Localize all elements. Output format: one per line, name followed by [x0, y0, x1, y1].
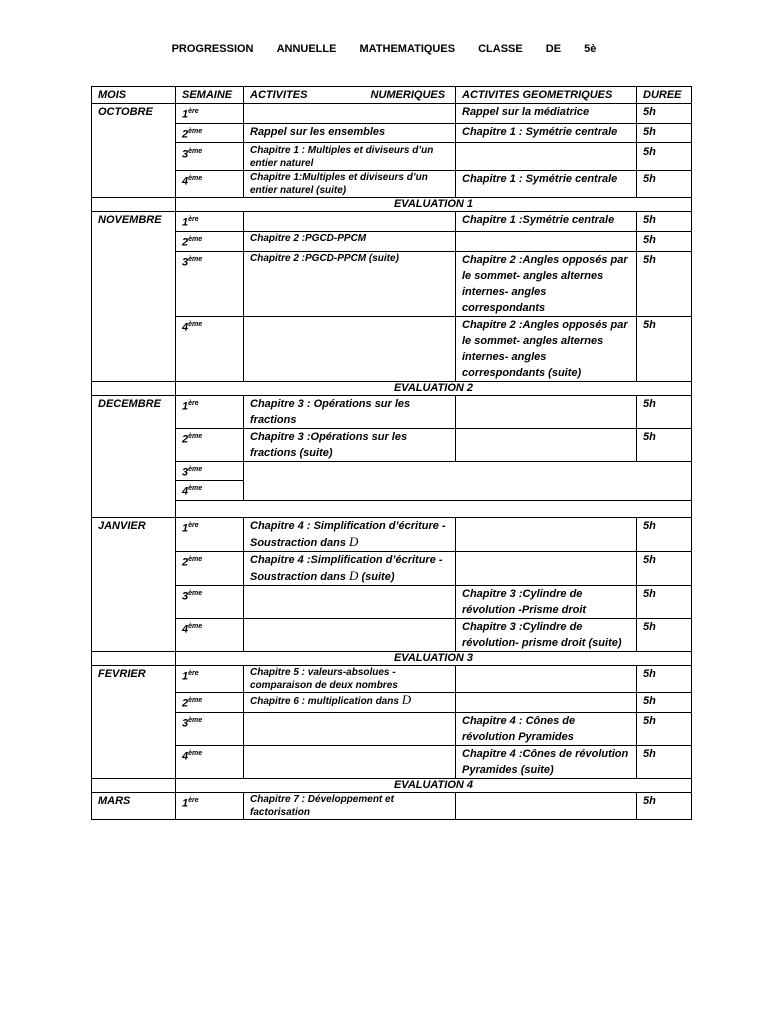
- table-row: [92, 428, 692, 461]
- week-cell: 1ère: [176, 517, 244, 551]
- week-cell: 3ème: [176, 461, 244, 481]
- duration-cell: 5h: [637, 212, 692, 232]
- week-cell: 4ème: [176, 618, 244, 651]
- table-row: [92, 461, 692, 481]
- table-row: [92, 792, 692, 819]
- spacer-cell: [92, 381, 176, 395]
- geometric-activity-cell: [456, 551, 637, 585]
- week-cell: 2ème: [176, 692, 244, 712]
- title-word: 5è: [584, 43, 597, 55]
- header-activites-numeriques: ACTIVITES NUMERIQUES: [244, 87, 456, 104]
- table-row: [92, 251, 692, 316]
- duration-cell: 5h: [637, 104, 692, 124]
- empty-row-cell: [176, 500, 692, 517]
- spacer-row: [92, 500, 692, 517]
- duration-cell: 5h: [637, 316, 692, 381]
- geometric-activity-cell: Rappel sur la médiatrice: [456, 104, 637, 124]
- duration-cell: 5h: [637, 585, 692, 618]
- duration-cell: 5h: [637, 143, 692, 171]
- geometric-activity-cell: Chapitre 1 : Symétrie centrale: [456, 123, 637, 143]
- table-row: [92, 212, 692, 232]
- geometric-activity-cell: [456, 517, 637, 551]
- geometric-activity-cell: Chapitre 2 :Angles opposés par le sommet- angles alternes internes- angles correspondants: [456, 251, 637, 316]
- header-mois: MOIS: [92, 87, 176, 104]
- geometric-activity-cell: Chapitre 4 : Cônes de révolution Pyramides: [456, 712, 637, 745]
- geometric-activity-cell: [456, 792, 637, 819]
- table-row: [92, 517, 692, 551]
- month-cell: FEVRIER: [92, 665, 176, 778]
- duration-cell: 5h: [637, 231, 692, 251]
- duration-cell: 5h: [637, 517, 692, 551]
- geometric-activity-cell: Chapitre 3 :Cylindre de révolution- prisme droit (suite): [456, 618, 637, 651]
- week-cell: 2ème: [176, 551, 244, 585]
- title-word: ANNUELLE: [276, 43, 337, 55]
- month-cell: JANVIER: [92, 517, 176, 651]
- table-row: [92, 585, 692, 618]
- spacer-cell: [92, 198, 176, 212]
- numeric-activity-cell: [244, 618, 456, 651]
- duration-cell: 5h: [637, 395, 692, 428]
- week-cell: 3ème: [176, 143, 244, 171]
- geometric-activity-cell: Chapitre 3 :Cylindre de révolution -Prisme droit: [456, 585, 637, 618]
- numeric-activity-cell: [244, 316, 456, 381]
- duration-cell: 5h: [637, 692, 692, 712]
- geometric-activity-cell: Chapitre 2 :Angles opposés par le sommet- angles alternes internes- angles correspondants (suite): [456, 316, 637, 381]
- numeric-activity-cell: Chapitre 2 :PGCD-PPCM (suite): [244, 251, 456, 316]
- numeric-activity-cell: Chapitre 4 : Simplification d’écriture -Soustraction dans D: [244, 517, 456, 551]
- month-cell: DECEMBRE: [92, 395, 176, 500]
- month-cell: OCTOBRE: [92, 104, 176, 198]
- week-cell: 1ère: [176, 395, 244, 428]
- week-cell: 3ème: [176, 251, 244, 316]
- evaluation-label: EVALUATION 3: [176, 651, 692, 665]
- week-cell: 1ère: [176, 665, 244, 692]
- geometric-activity-cell: [456, 428, 637, 461]
- duration-cell: 5h: [637, 123, 692, 143]
- title-word: MATHEMATIQUES: [359, 43, 456, 55]
- month-cell: NOVEMBRE: [92, 212, 176, 381]
- numeric-activity-cell: Chapitre 3 : Opérations sur les fractions: [244, 395, 456, 428]
- table-row: [92, 665, 692, 692]
- header-activites-geometriques: ACTIVITES GEOMETRIQUES: [456, 87, 637, 104]
- numeric-activity-cell: [244, 712, 456, 745]
- geometric-activity-cell: Chapitre 1 : Symétrie centrale: [456, 171, 637, 198]
- table-row: [92, 692, 692, 712]
- table-row: [92, 745, 692, 778]
- numeric-activity-cell: Chapitre 1 : Multiples et diviseurs d’un entier naturel: [244, 143, 456, 171]
- spacer-cell: [92, 778, 176, 792]
- numeric-activity-cell: Chapitre 6 : multiplication dans D: [244, 692, 456, 712]
- week-cell: 2ème: [176, 428, 244, 461]
- document-title: [0, 43, 768, 55]
- evaluation-label: EVALUATION 2: [176, 381, 692, 395]
- duration-cell: 5h: [637, 171, 692, 198]
- month-cell: MARS: [92, 792, 176, 819]
- empty-merged-cell: [244, 461, 692, 500]
- geometric-activity-cell: [456, 395, 637, 428]
- evaluation-row: [92, 198, 692, 212]
- numeric-activity-cell: Chapitre 7 : Développement et factorisation: [244, 792, 456, 819]
- table-row: [92, 171, 692, 198]
- header-row: [92, 87, 692, 104]
- week-cell: 2ème: [176, 231, 244, 251]
- numeric-activity-cell: Chapitre 3 :Opérations sur les fractions (suite): [244, 428, 456, 461]
- duration-cell: 5h: [637, 428, 692, 461]
- geometric-activity-cell: [456, 665, 637, 692]
- week-cell: 4ème: [176, 316, 244, 381]
- week-cell: 3ème: [176, 585, 244, 618]
- numeric-activity-cell: Chapitre 5 : valeurs-absolues - comparaison de deux nombres: [244, 665, 456, 692]
- numeric-activity-cell: [244, 104, 456, 124]
- evaluation-row: [92, 778, 692, 792]
- geometric-activity-cell: [456, 692, 637, 712]
- evaluation-row: [92, 651, 692, 665]
- numeric-activity-cell: Rappel sur les ensembles: [244, 123, 456, 143]
- header-semaine: SEMAINE: [176, 87, 244, 104]
- evaluation-row: [92, 381, 692, 395]
- header-duree: DUREE: [637, 87, 692, 104]
- title-word: DE: [545, 43, 562, 55]
- duration-cell: 5h: [637, 712, 692, 745]
- table-row: [92, 123, 692, 143]
- numeric-activity-cell: [244, 745, 456, 778]
- numeric-activity-cell: Chapitre 1:Multiples et diviseurs d’un entier naturel (suite): [244, 171, 456, 198]
- spacer-cell: [92, 500, 176, 517]
- title-word: CLASSE: [478, 43, 523, 55]
- progression-table: [91, 86, 692, 820]
- numeric-activity-cell: [244, 585, 456, 618]
- table-row: [92, 551, 692, 585]
- duration-cell: 5h: [637, 618, 692, 651]
- week-cell: 4ème: [176, 171, 244, 198]
- numeric-activity-cell: Chapitre 2 :PGCD-PPCM: [244, 231, 456, 251]
- geometric-activity-cell: [456, 231, 637, 251]
- table-row: [92, 395, 692, 428]
- duration-cell: 5h: [637, 251, 692, 316]
- week-cell: 1ère: [176, 212, 244, 232]
- week-cell: 4ème: [176, 745, 244, 778]
- numeric-activity-cell: [244, 212, 456, 232]
- week-cell: 3ème: [176, 712, 244, 745]
- week-cell: 1ère: [176, 104, 244, 124]
- duration-cell: 5h: [637, 551, 692, 585]
- geometric-activity-cell: [456, 143, 637, 171]
- table-row: [92, 618, 692, 651]
- table-row: [92, 231, 692, 251]
- week-cell: 1ère: [176, 792, 244, 819]
- title-word: PROGRESSION: [171, 43, 254, 55]
- duration-cell: 5h: [637, 665, 692, 692]
- table-row: [92, 712, 692, 745]
- geometric-activity-cell: Chapitre 1 :Symétrie centrale: [456, 212, 637, 232]
- evaluation-label: EVALUATION 1: [176, 198, 692, 212]
- geometric-activity-cell: Chapitre 4 :Cônes de révolution Pyramides (suite): [456, 745, 637, 778]
- spacer-cell: [92, 651, 176, 665]
- evaluation-label: EVALUATION 4: [176, 778, 692, 792]
- duration-cell: 5h: [637, 745, 692, 778]
- week-cell: 2ème: [176, 123, 244, 143]
- duration-cell: 5h: [637, 792, 692, 819]
- week-cell: 4ème: [176, 481, 244, 501]
- table-row: [92, 104, 692, 124]
- table-row: [92, 143, 692, 171]
- table-row: [92, 316, 692, 381]
- numeric-activity-cell: Chapitre 4 :Simplification d’écriture -Soustraction dans D (suite): [244, 551, 456, 585]
